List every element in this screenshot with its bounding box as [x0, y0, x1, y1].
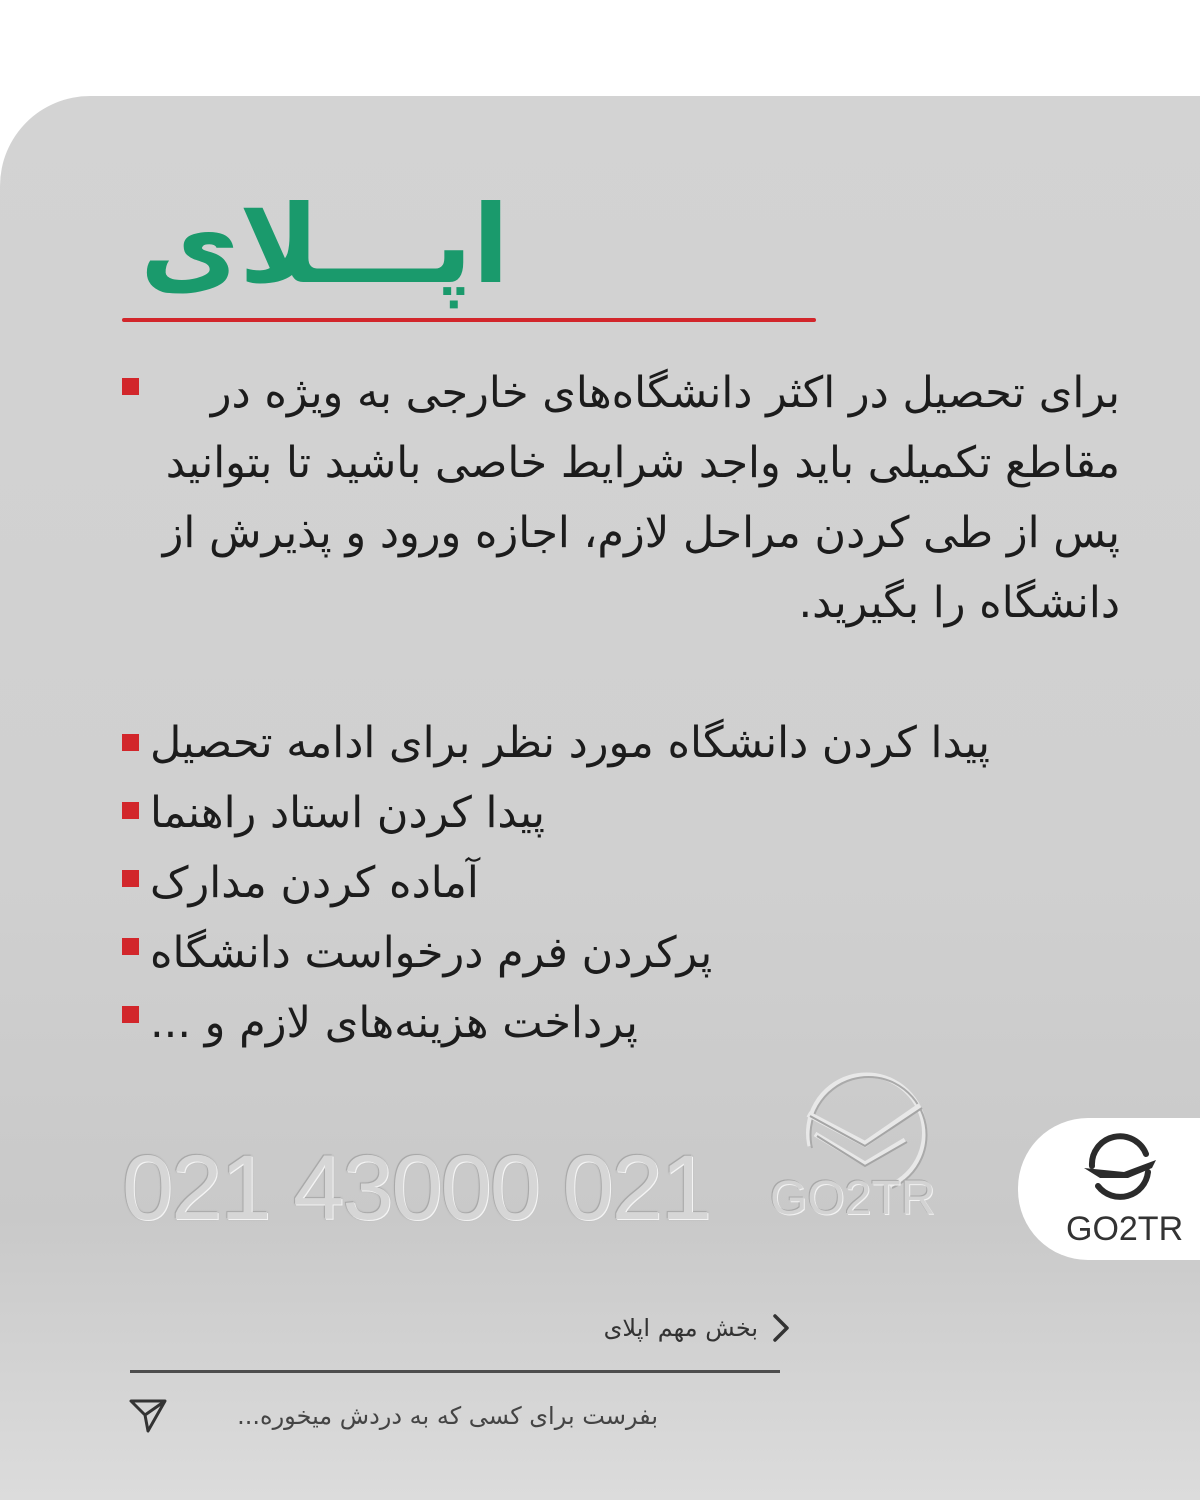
- bullet-square: [122, 938, 139, 955]
- phone-watermark: 021 43000 021: [122, 1137, 710, 1239]
- list-item: پیدا کردن دانشگاه مورد نظر برای ادامه تحصیل: [150, 718, 990, 768]
- share-prompt: بفرست برای کسی که به دردش میخوره...: [237, 1402, 658, 1430]
- list-item: پیدا کردن استاد راهنما: [150, 788, 545, 838]
- brand-name: GO2TR: [1066, 1210, 1184, 1248]
- steps-list: [150, 708, 1120, 1058]
- content-card: [0, 96, 1200, 1500]
- brand-watermark: GO2TR: [770, 1172, 936, 1225]
- footer-divider: [130, 1370, 780, 1373]
- intro-paragraph: برای تحصیل در اکثر دانشگاه‌های خارجی به ویژه در مقاطع تکمیلی باید واجد شرایط خاصی باشید تا بتوانید پس از طی کردن مراحل لازم، اجازه ورود و پذیرش از دانشگاه را بگیرید.: [162, 368, 1120, 628]
- send-icon[interactable]: [128, 1397, 168, 1435]
- bullet-square: [122, 734, 139, 751]
- chevron-right-icon: [772, 1313, 790, 1343]
- title-divider: [122, 318, 816, 322]
- bullet-square: [122, 1006, 139, 1023]
- section-link[interactable]: [560, 1308, 790, 1348]
- page-title: اپـــلای: [140, 183, 510, 308]
- section-link-label: بخش مهم اپلای: [603, 1314, 758, 1342]
- list-item: آماده کردن مدارک: [150, 858, 479, 908]
- share-row[interactable]: [128, 1394, 658, 1438]
- bullet-square: [122, 802, 139, 819]
- list-item: پرداخت هزینه‌های لازم و ...: [150, 998, 638, 1048]
- plane-circle-icon: [1080, 1132, 1160, 1202]
- list-item: پرکردن فرم درخواست دانشگاه: [150, 928, 713, 978]
- brand-badge: [1018, 1118, 1200, 1260]
- bullet-square: [122, 870, 139, 887]
- bullet-square: [122, 378, 139, 395]
